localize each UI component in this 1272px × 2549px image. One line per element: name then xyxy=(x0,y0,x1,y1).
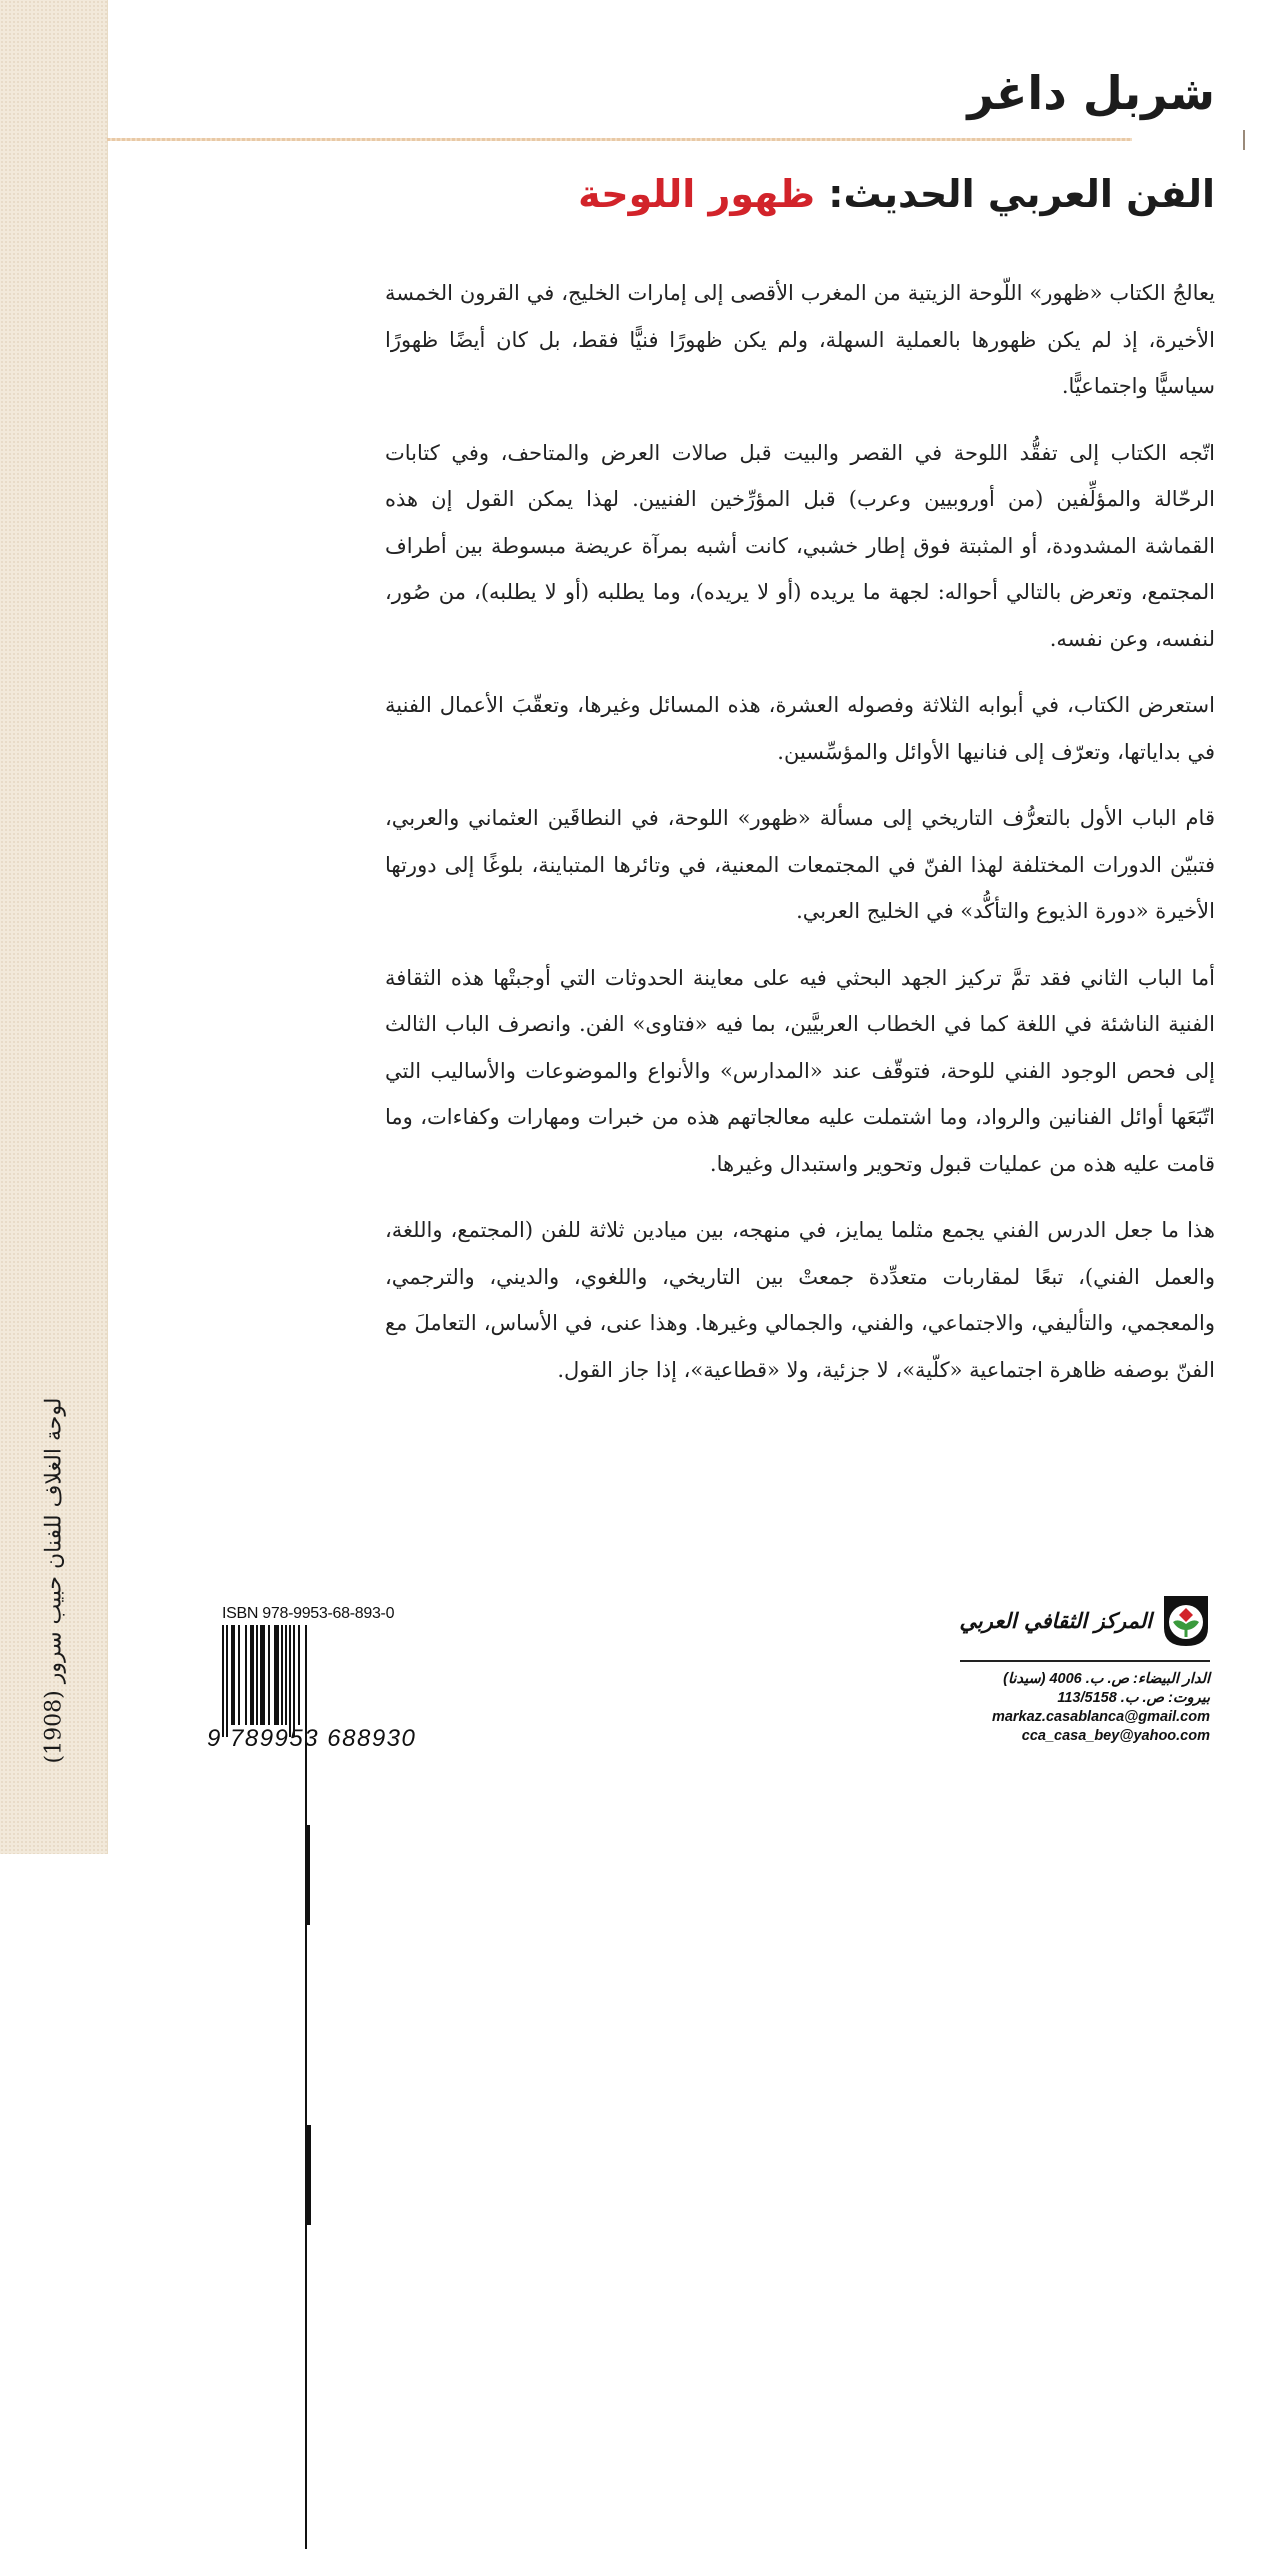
blurb-paragraph: استعرض الكتاب، في أبوابه الثلاثة وفصوله العشرة، هذه المسائل وغيرها، وتعقّبَ الأعمال الفنية في بداياتها، وتعرّف إلى فنانيها الأوائل والمؤسِّسين. xyxy=(385,693,1215,764)
back-cover xyxy=(107,0,1272,1854)
isbn-label: ISBN 978-9953-68-893-0 xyxy=(222,1605,395,1622)
book-title-accent: ظهور اللوحة xyxy=(578,172,816,216)
address-beirut: بيروت: ص. ب. 113/5158 xyxy=(1057,1690,1210,1706)
blurb-paragraph: أما الباب الثاني فقد تمَّ تركيز الجهد البحثي فيه على معاينة الحدوثات التي أوجبتْها هذه الثقافة الفنية الناشئة في اللغة كما في الخطاب العربيَّين، بما فيه «فتاوى» الفن. وانصرف الباب الثالث إلى فحص الوجود الفني للوحة، فتوقّف عند «المدارس» والأنواع والموضوعات والأساليب التي اتّبَعَها أوائل الفنانين والرواد، وما اشتملت عليه معالجاتهم هذه من خبرات ومهارات وكفاءات، وما قامت عليه هذه من عمليات قبول وتحوير واستبدال وغيرها. xyxy=(385,965,1215,1176)
email-link-1[interactable]: markaz.casablanca@gmail.com xyxy=(991,1709,1210,1725)
cover-artist-credit: لوحة الغلاف للفنان حبيب سرور (1908) xyxy=(41,1397,67,1763)
book-title xyxy=(578,172,1215,216)
blurb-paragraph: اتّجه الكتاب إلى تفقُّد اللوحة في القصر والبيت قبل صالات العرض والمتاحف، وفي كتابات الرحّالة والمؤلِّفين (من أوروبيين وعرب) قبل المؤرِّخين الفنيين. لهذا يمكن القول إن هذه القماشة المشدودة، أو المثبتة فوق إطار خشبي، كانت أشبه بمرآة عريضة مبسوطة بين أطراف المجتمع، وتعرض بالتالي أحواله: لجهة ما يريده (أو لا يريده)، وما يطلبه (أو لا يطلبه)، من صُور، لنفسه، وعن نفسه. xyxy=(385,440,1215,651)
email-link-2[interactable]: cca_casa_bey@yahoo.com xyxy=(1021,1728,1210,1744)
barcode-digits: 9 789953 688930 xyxy=(207,1725,417,1752)
book-spine-strip xyxy=(0,0,108,1854)
publisher-name: المركز الثقافي العربي xyxy=(959,1609,1152,1633)
publisher-contact xyxy=(910,1670,1210,1746)
blurb-text xyxy=(385,270,1215,1413)
author-name: شربل داغر xyxy=(967,66,1215,120)
isbn-barcode-block xyxy=(207,1605,417,1753)
header-divider xyxy=(107,138,1132,141)
blurb-paragraph: يعالجُ الكتاب «ظهور» اللّوحة الزيتية من المغرب الأقصى إلى إمارات الخليج، في القرون الخمسة الأخيرة، إذ لم يكن ظهورها بالعملية السهلة، ولم يكن ظهورًا فنيًّا فقط، بل كان أيضًا ظهورًا سياسيًّا واجتماعيًّا. xyxy=(385,281,1215,398)
barcode-icon xyxy=(222,1625,390,1737)
flower-shield-logo-icon xyxy=(1162,1594,1210,1648)
publisher-block xyxy=(910,1594,1210,1746)
blurb-paragraph: هذا ما جعل الدرس الفني يجمع مثلما يمايز، في منهجه، بين ميادين ثلاثة للفن (المجتمع، واللغة، والعمل الفني)، تبعًا لمقاربات متعدِّدة جمعتْ بين التاريخي، واللغوي، والديني، والترجمي، والمعجمي، والتأليفي، والاجتماعي، والفني، والجمالي وغيرها. وهذا عنى، في الأساس، التعاملَ مع الفنّ بوصفه ظاهرة اجتماعية «كلّية»، لا جزئية، ولا «قطاعية»، إذا جاز القول. xyxy=(385,1218,1215,1382)
blurb-paragraph: قام الباب الأول بالتعرُّف التاريخي إلى مسألة «ظهور» اللوحة، في النطاقَين العثماني والعربي، فتبيّن الدورات المختلفة لهذا الفنّ في المجتمعات المعنية، في وتائرها المتباينة، بلوغًا إلى دورتها الأخيرة «دورة الذيوع والتأكُّد» في الخليج العربي. xyxy=(385,806,1216,923)
spine-caption xyxy=(0,1340,107,1820)
publisher-header xyxy=(910,1594,1210,1648)
address-casablanca: الدار البيضاء: ص. ب. 4006 (سيدنا) xyxy=(1003,1671,1210,1687)
publisher-divider xyxy=(960,1660,1210,1662)
book-title-main: الفن العربي الحديث: xyxy=(815,172,1215,216)
trim-mark xyxy=(1243,130,1245,150)
